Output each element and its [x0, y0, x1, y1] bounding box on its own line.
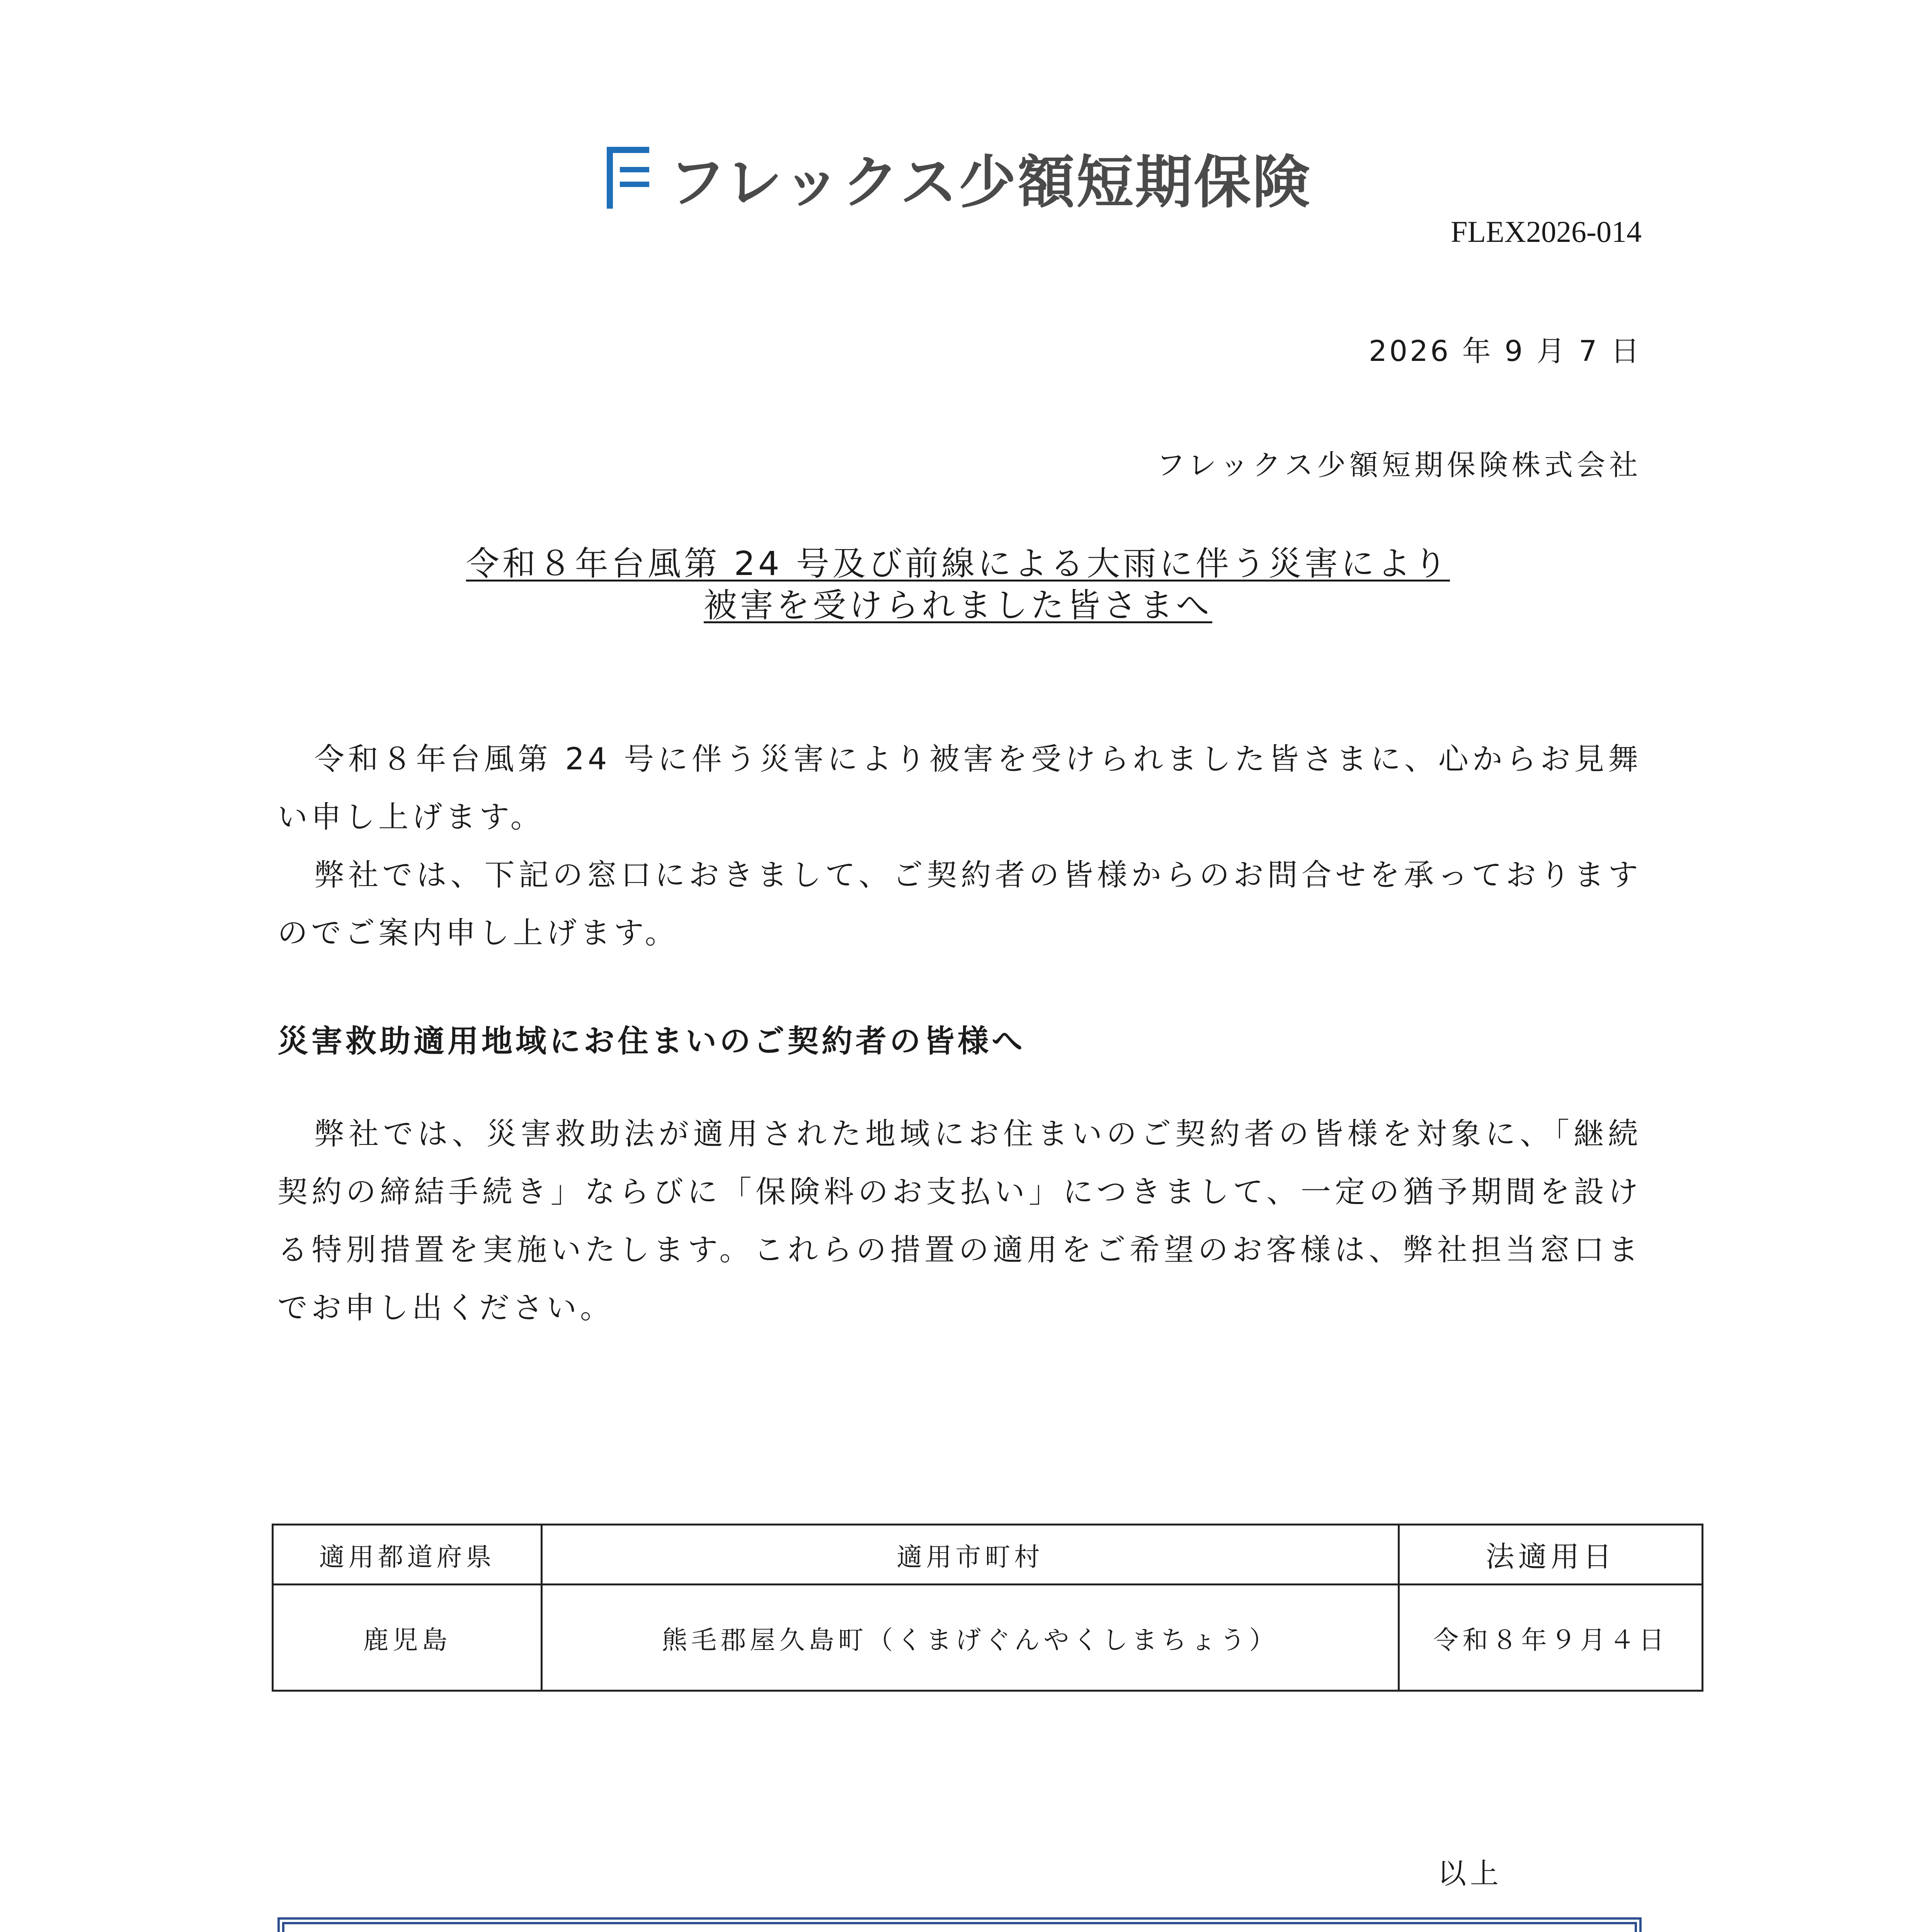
header-prefecture: 適用都道府県: [273, 1525, 542, 1585]
cell-application-date: 令和８年９月４日: [1399, 1585, 1702, 1691]
title-line-2: 被害を受けられました皆さまへ: [704, 586, 1212, 625]
table-header-row: [273, 1525, 1703, 1585]
logo-text: フレックス少額短期保険: [669, 149, 1312, 216]
flex-logo-mark-icon: [607, 147, 649, 209]
company-logo: [607, 139, 1311, 216]
contact-box: [277, 1917, 1642, 1932]
document-number: FLEX2026-014: [1451, 215, 1642, 248]
title-line-1: 令和８年台風第 24 号及び前線による大雨に伴う災害により: [466, 544, 1450, 583]
inquiry-paragraph: 弊社では、下記の窓口におきまして、ご契約者の皆様からのお問合せを承っておりますのでご案内申し上げます。: [277, 858, 1642, 951]
cell-municipality: 熊毛郡屋久島町（くまげぐんやくしまちょう）: [541, 1585, 1399, 1691]
header-application-date: 法適用日: [1399, 1525, 1702, 1585]
table-row: [273, 1585, 1703, 1691]
page-title: [0, 543, 1916, 626]
closing-mark: 以上: [1438, 1857, 1503, 1890]
header-municipality: 適用市町村: [541, 1525, 1399, 1585]
special-measures-paragraph: 弊社では、災害救助法が適用された地域にお住まいのご契約者の皆様を対象に、「継続契約の締結手続き」ならびに「保険料のお支払い」につきまして、一定の猶予期間を設ける特別措置を実施いたします。これらの措置の適用をご希望のお客様は、弊社担当窓口までお申し出ください。: [277, 1117, 1642, 1325]
document-date: 2026 年 9 月 7 日: [1368, 335, 1642, 368]
section-heading: 災害救助適用地域にお住まいのご契約者の皆様へ: [277, 1023, 1026, 1059]
cell-prefecture: 鹿児島: [273, 1585, 542, 1691]
sympathy-paragraph: 令和８年台風第 24 号に伴う災害により被害を受けられました皆さまに、心からお見舞い申し上げます。: [277, 742, 1642, 835]
issuer-name: フレックス少額短期保険株式会社: [1156, 449, 1642, 482]
applicable-region-table: [272, 1524, 1703, 1692]
